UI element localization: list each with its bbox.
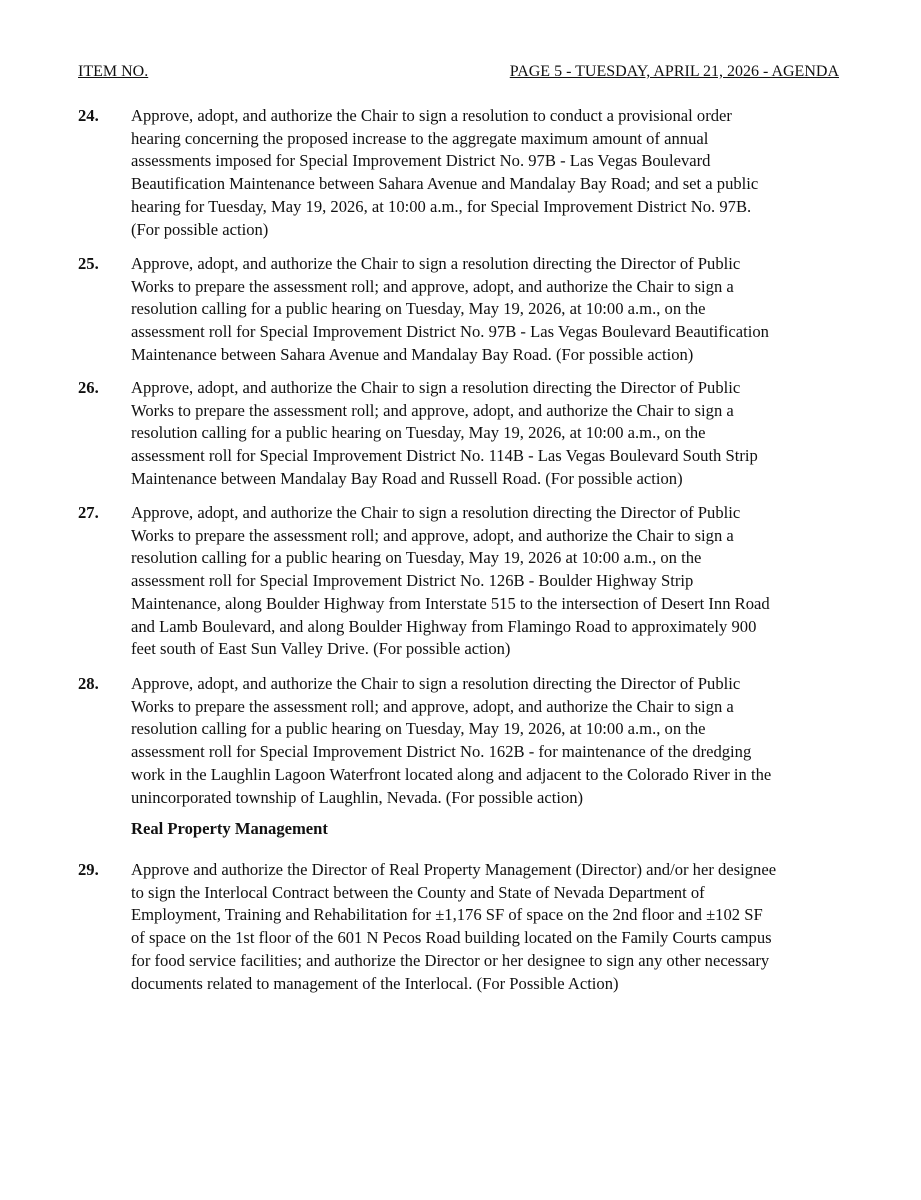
item-number: 26. xyxy=(78,378,99,397)
item-text-line: resolution calling for a public hearing on Tuesday, May 19, 2026, at 10:00 a.m., on the xyxy=(131,299,706,319)
item-text-line: Approve, adopt, and authorize the Chair to sign a resolution directing the Director of Public xyxy=(131,503,741,522)
item-text-line: Works to prepare the assessment roll; and approve, adopt, and authorize the Chair to sign a xyxy=(131,525,734,545)
item-text-line: Employment, Training and Rehabilitation for ±1,176 SF of space on the 2nd floor and ±102 SF xyxy=(131,905,763,925)
item-text-line: Works to prepare the assessment roll; and approve, adopt, and authorize the Chair to sign a xyxy=(131,696,734,716)
item-text-line: Approve and authorize the Director of Real Property Management (Director) and/or her designee xyxy=(131,860,777,879)
item-text-line: Approve, adopt, and authorize the Chair to sign a resolution directing the Director of Public xyxy=(131,674,741,693)
item-text-line: and Lamb Boulevard, and along Boulder Highway from Flamingo Road to approximately 900 xyxy=(131,616,757,636)
item-number: 29. xyxy=(78,860,99,879)
item-number: 28. xyxy=(78,674,99,693)
item-text-line: of space on the 1st floor of the 601 N Pecos Road building located on the Family Courts campus xyxy=(131,928,772,948)
item-text-line: assessment roll for Special Improvement District No. 126B - Boulder Highway Strip xyxy=(131,571,694,591)
item-number: 25. xyxy=(78,254,99,273)
item-text-line: to sign the Interlocal Contract between the County and State of Nevada Department of xyxy=(131,882,705,902)
page-header xyxy=(78,62,839,84)
item-text xyxy=(131,253,847,367)
item-text-line: Approve, adopt, and authorize the Chair to sign a resolution directing the Director of Public xyxy=(131,378,741,397)
item-text xyxy=(131,502,847,661)
item-number: 27. xyxy=(78,503,99,522)
item-text-line: documents related to management of the Interlocal. (For Possible Action) xyxy=(131,973,619,993)
item-text-line: Beautification Maintenance between Sahara Avenue and Mandalay Bay Road; and set a public xyxy=(131,174,759,194)
item-text xyxy=(131,377,847,491)
item-text xyxy=(131,859,847,995)
item-text-line: (For possible action) xyxy=(131,219,269,239)
item-text-line: assessments imposed for Special Improvement District No. 97B - Las Vegas Boulevard xyxy=(131,151,711,171)
item-text-line: hearing concerning the proposed increase to the aggregate maximum amount of annual xyxy=(131,128,709,148)
item-text-line: work in the Laughlin Lagoon Waterfront located along and adjacent to the Colorado River in the xyxy=(131,764,772,784)
item-text-line: feet south of East Sun Valley Drive. (For possible action) xyxy=(131,639,511,659)
item-text-line: unincorporated township of Laughlin, Nevada. (For possible action) xyxy=(131,787,584,807)
item-text-line: for food service facilities; and authorize the Director or her designee to sign any other necessary xyxy=(131,950,770,970)
item-text-line: assessment roll for Special Improvement District No. 97B - Las Vegas Boulevard Beautification xyxy=(131,322,769,342)
item-text-line: Approve, adopt, and authorize the Chair to sign a resolution directing the Director of Public xyxy=(131,254,741,273)
item-text-line: Works to prepare the assessment roll; and approve, adopt, and authorize the Chair to sign a xyxy=(131,400,734,420)
item-text-line: Approve, adopt, and authorize the Chair to sign a resolution to conduct a provisional order xyxy=(131,106,732,125)
item-text-line: Maintenance between Sahara Avenue and Mandalay Bay Road. (For possible action) xyxy=(131,344,694,364)
item-text-line: Works to prepare the assessment roll; and approve, adopt, and authorize the Chair to sign a xyxy=(131,276,734,296)
item-text xyxy=(131,105,847,241)
item-text xyxy=(131,673,847,809)
item-text-line: resolution calling for a public hearing on Tuesday, May 19, 2026 at 10:00 a.m., on the xyxy=(131,548,702,568)
item-text-line: resolution calling for a public hearing on Tuesday, May 19, 2026, at 10:00 a.m., on the xyxy=(131,423,706,443)
item-text-line: assessment roll for Special Improvement District No. 114B - Las Vegas Boulevard South Strip xyxy=(131,446,758,466)
item-text-line: assessment roll for Special Improvement District No. 162B - for maintenance of the dredging xyxy=(131,742,752,762)
item-text-line: hearing for Tuesday, May 19, 2026, at 10:00 a.m., for Special Improvement District No. 97B. xyxy=(131,196,752,216)
section-heading: Real Property Management xyxy=(131,819,328,838)
item-number: 24. xyxy=(78,106,99,125)
item-text-line: resolution calling for a public hearing on Tuesday, May 19, 2026, at 10:00 a.m., on the xyxy=(131,719,706,739)
item-no-label: ITEM NO. xyxy=(78,63,149,80)
item-text-line: Maintenance between Mandalay Bay Road and Russell Road. (For possible action) xyxy=(131,468,683,488)
page-info: PAGE 5 - TUESDAY, APRIL 21, 2026 - AGENDA xyxy=(509,63,839,80)
item-text-line: Maintenance, along Boulder Highway from Interstate 515 to the intersection of Desert Inn Road xyxy=(131,593,770,613)
